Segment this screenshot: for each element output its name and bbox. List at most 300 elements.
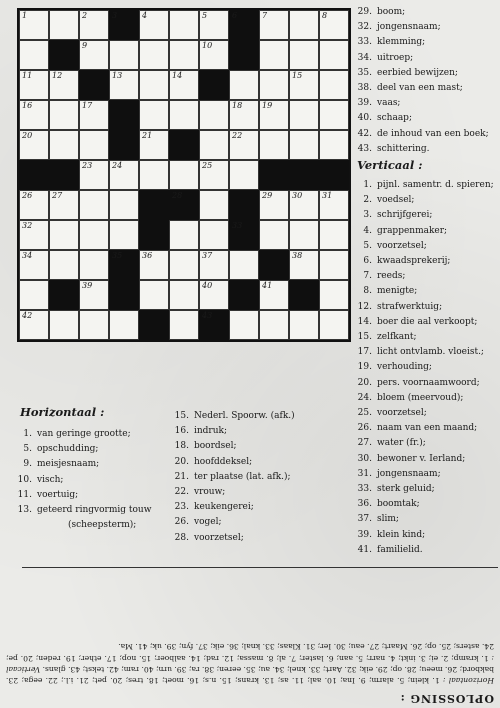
grid-cell[interactable] (169, 40, 199, 70)
clue-text: keukengerei; (194, 502, 254, 513)
grid-cell[interactable] (289, 250, 319, 280)
clue-number: 9. (23, 459, 32, 470)
clue-number: 35. (357, 67, 372, 78)
grid-cell[interactable] (79, 190, 109, 220)
clue-number: 23. (174, 502, 189, 513)
grid-cell[interactable] (319, 310, 349, 340)
clue-row (346, 111, 498, 126)
grid-cell[interactable] (169, 10, 199, 40)
cell-number: 6 (232, 11, 238, 20)
clue-continuation: (scheepsterm); (68, 520, 137, 531)
grid-cell[interactable] (169, 250, 199, 280)
grid-cell[interactable] (49, 310, 79, 340)
grid-block (109, 10, 139, 40)
grid-cell[interactable] (139, 250, 169, 280)
horizontal-clues-b (163, 409, 343, 546)
clue-number: 3. (363, 210, 372, 221)
grid-cell[interactable] (319, 130, 349, 160)
grid-cell[interactable] (139, 280, 169, 310)
clue-text: vrouw; (194, 487, 226, 498)
grid-cell[interactable] (289, 310, 319, 340)
grid-cell[interactable] (289, 10, 319, 40)
grid-block (169, 130, 199, 160)
grid-block (289, 160, 319, 190)
grid-cell[interactable] (109, 160, 139, 190)
clue-text: voorzetsel; (377, 408, 427, 419)
clue-text: familielid. (377, 544, 423, 555)
clue-row (163, 455, 343, 470)
clue-number: 15. (174, 411, 189, 421)
clue-text: klemming; (377, 37, 426, 48)
clue-text: water (fr.); (377, 438, 426, 449)
grid-cell[interactable] (229, 130, 259, 160)
grid-cell[interactable] (19, 70, 49, 100)
grid-cell[interactable] (19, 100, 49, 130)
cell-number: 31 (322, 191, 333, 200)
clue-row (346, 96, 498, 111)
clue-number: 42. (357, 128, 372, 139)
grid-cell[interactable] (19, 190, 49, 220)
grid-cell[interactable] (199, 130, 229, 160)
cell-number: 20 (22, 131, 33, 140)
clue-text: hoofddeksel; (194, 456, 253, 467)
grid-cell[interactable] (319, 40, 349, 70)
cell-number: 24 (112, 161, 123, 170)
grid-cell[interactable] (259, 100, 289, 130)
clue-number: 19. (357, 362, 372, 373)
cell-number: 1 (22, 11, 28, 20)
clue-row (6, 488, 184, 503)
cell-number: 2 (82, 11, 88, 20)
grid-cell[interactable] (79, 160, 109, 190)
clue-text: vaas; (377, 98, 401, 109)
cell-number: 15 (292, 71, 303, 80)
clue-row (346, 208, 498, 223)
cell-number: 25 (202, 161, 213, 170)
grid-cell[interactable] (79, 40, 109, 70)
clue-text: meisjesnaam; (37, 459, 100, 470)
grid-cell[interactable] (259, 220, 289, 250)
grid-cell[interactable] (49, 190, 79, 220)
grid-block (139, 310, 169, 340)
clue-row (346, 5, 498, 20)
grid-cell[interactable] (259, 280, 289, 310)
grid-cell[interactable] (319, 10, 349, 40)
clue-text: voorzetsel; (194, 532, 244, 543)
grid-cell[interactable] (319, 100, 349, 130)
clue-text: geteerd ringvormig touw (37, 505, 152, 516)
clue-row (163, 470, 343, 485)
grid-block (229, 220, 259, 250)
clue-row (346, 497, 498, 512)
clue-text: indruk; (194, 426, 228, 437)
clue-text: klein kind; (377, 529, 426, 540)
cell-number: 8 (322, 11, 328, 20)
grid-cell[interactable] (79, 220, 109, 250)
grid-block (289, 280, 319, 310)
grid-block (109, 130, 139, 160)
grid-block (139, 220, 169, 250)
grid-cell[interactable] (109, 310, 139, 340)
clue-row (346, 330, 498, 345)
clue-row (346, 254, 498, 269)
cell-number: 43 (202, 311, 213, 320)
grid-cell[interactable] (259, 40, 289, 70)
clue-row (346, 376, 498, 391)
clue-row (346, 35, 498, 50)
clue-number: 8. (363, 286, 372, 297)
clue-row (346, 81, 498, 96)
clue-number: 10. (17, 474, 32, 485)
grid-cell[interactable] (319, 280, 349, 310)
cell-number: 36 (142, 251, 153, 260)
clue-text: Nederl. Spoorw. (afk.) (194, 411, 295, 421)
cell-number: 21 (142, 131, 153, 140)
clue-text: strafwerktuig; (377, 301, 443, 312)
clue-text: bewoner v. Ierland; (377, 453, 466, 464)
clue-row (346, 20, 498, 35)
grid-cell[interactable] (259, 10, 289, 40)
grid-cell[interactable] (169, 100, 199, 130)
clue-number: 37. (357, 514, 372, 525)
clue-number: 39. (357, 98, 372, 109)
clue-number: 26. (357, 423, 372, 434)
grid-block (199, 70, 229, 100)
grid-cell[interactable] (199, 40, 229, 70)
cell-number: 18 (232, 101, 243, 110)
grid-cell[interactable] (319, 190, 349, 220)
grid-cell[interactable] (19, 220, 49, 250)
clue-row (346, 345, 498, 360)
clue-number: 25. (357, 408, 372, 419)
clue-text: pers. voornaamwoord; (377, 377, 480, 388)
clue-text: voertuig; (37, 489, 79, 500)
clue-number: 14. (357, 316, 372, 327)
cell-number: 5 (202, 11, 208, 20)
grid-block (109, 280, 139, 310)
clue-text: opschudding; (37, 444, 99, 455)
cell-number: 23 (82, 161, 93, 170)
grid-cell[interactable] (19, 40, 49, 70)
clue-row (346, 66, 498, 81)
cell-number: 14 (172, 71, 183, 80)
clue-number: 7. (363, 271, 372, 282)
clue-row (163, 439, 343, 454)
horizontal-clues-continued (346, 5, 498, 157)
clue-row (346, 452, 498, 467)
clue-row (346, 482, 498, 497)
clue-number: 36. (357, 499, 372, 510)
clue-number: 39. (357, 529, 372, 540)
clue-row (163, 500, 343, 515)
clue-text: kwaadsprekerij; (377, 256, 451, 267)
clue-row (346, 391, 498, 406)
grid-cell[interactable] (289, 220, 319, 250)
cell-number: 33 (232, 221, 243, 230)
clue-row (346, 193, 498, 208)
grid-cell[interactable] (79, 10, 109, 40)
grid-cell[interactable] (79, 130, 109, 160)
clue-text: reeds; (377, 271, 406, 282)
grid-block (169, 190, 199, 220)
clue-number: 2. (363, 195, 372, 206)
grid-cell[interactable] (19, 250, 49, 280)
clue-text: de inhoud van een boek; (377, 128, 489, 139)
clue-number: 21. (174, 471, 189, 482)
clue-text: licht ontvlamb. vloeist.; (377, 347, 484, 358)
clue-number: 5. (23, 444, 32, 455)
cell-number: 13 (112, 71, 123, 80)
grid-cell[interactable] (169, 70, 199, 100)
clue-number: 40. (357, 113, 372, 124)
clue-text: slim; (377, 514, 399, 525)
cell-number: 22 (232, 131, 243, 140)
cell-number: 19 (262, 101, 273, 110)
clue-number: 20. (357, 377, 372, 388)
vertical-heading: Verticaal : (357, 158, 423, 172)
clue-number: 16. (174, 426, 189, 437)
grid-cell[interactable] (319, 250, 349, 280)
horizontal-clues-a (6, 427, 184, 533)
cell-number: 41 (262, 281, 273, 290)
clue-number: 43. (357, 143, 372, 154)
clue-text: ter plaatse (lat. afk.); (194, 471, 291, 482)
solution-vertical-label: Verticaal : (6, 653, 494, 674)
grid-block (109, 250, 139, 280)
clue-row (346, 224, 498, 239)
clue-row (346, 142, 498, 157)
grid-block (49, 280, 79, 310)
cell-number: 37 (202, 251, 213, 260)
clue-row (6, 503, 184, 518)
clue-text: jongensnaam; (377, 22, 441, 33)
cell-number: 16 (22, 101, 33, 110)
clue-number: 4. (363, 225, 372, 236)
cell-number: 17 (82, 101, 93, 110)
grid-cell[interactable] (259, 190, 289, 220)
clue-number: 38. (357, 83, 372, 94)
grid-cell[interactable] (289, 190, 319, 220)
solution-horizontal-label: Horizontaal : (442, 676, 494, 685)
cell-number: 39 (82, 281, 93, 290)
clue-number: 18. (174, 441, 189, 452)
cell-number: 10 (202, 41, 213, 50)
cell-number: 38 (292, 251, 303, 260)
clue-row (346, 543, 498, 558)
clue-number: 33. (357, 37, 372, 48)
grid-cell[interactable] (49, 130, 79, 160)
grid-cell[interactable] (79, 100, 109, 130)
grid-block (139, 190, 169, 220)
clue-row (346, 467, 498, 482)
clue-number: 5. (363, 240, 372, 251)
grid-cell[interactable] (79, 250, 109, 280)
vertical-clues (346, 178, 498, 558)
grid-cell[interactable] (49, 250, 79, 280)
clue-number: 28. (174, 532, 189, 543)
clue-text: boomtak; (377, 499, 420, 510)
grid-cell[interactable] (229, 160, 259, 190)
grid-cell[interactable] (19, 130, 49, 160)
grid-cell[interactable] (199, 280, 229, 310)
grid-cell[interactable] (289, 40, 319, 70)
clue-number: 11. (17, 489, 32, 500)
grid-cell[interactable] (289, 130, 319, 160)
clue-text: boordsel; (194, 441, 237, 452)
divider (22, 567, 498, 568)
cell-number: 3 (112, 11, 118, 20)
clue-number: 31. (357, 468, 372, 479)
cell-number: 7 (262, 11, 268, 20)
clue-text: vogel; (194, 517, 222, 528)
grid-cell[interactable] (79, 280, 109, 310)
grid-cell[interactable] (139, 100, 169, 130)
clue-row (163, 515, 343, 530)
clue-number: 32. (357, 22, 372, 33)
clue-text: grappenmaker; (377, 225, 448, 236)
solution-horizontal-text: 1. klein; 5. alarm; 9. Ina; 10. aal; 11. as; 13. krans; 15. n.s; 16. moet; 18. tres; 20. pet; 21. i.l.; 22. eega; 23. bakbord; 26. meeu; 28. op; 29. eik; 32. Aart; 33. knel; 34. au; 35. eeren; 38. ra; 39. urn; 40. ram; 42. tekst; 43. glans. (6, 664, 494, 685)
grid-cell[interactable] (109, 190, 139, 220)
clue-number: 34. (357, 52, 372, 63)
grid-cell[interactable] (139, 70, 169, 100)
cell-number: 34 (22, 251, 33, 260)
cell-number: 40 (202, 281, 213, 290)
clue-row (346, 51, 498, 66)
grid-block (229, 190, 259, 220)
clue-row (163, 409, 343, 424)
clue-text: eerbied bewijzen; (377, 67, 458, 78)
grid-block (79, 70, 109, 100)
cell-number: 35 (112, 251, 123, 260)
clue-number: 26. (174, 517, 189, 528)
grid-cell[interactable] (259, 70, 289, 100)
grid-cell[interactable] (19, 10, 49, 40)
clue-row (6, 427, 184, 442)
solution-block (0, 578, 500, 708)
grid-cell[interactable] (199, 160, 229, 190)
clue-text: visch; (37, 474, 64, 485)
grid-cell[interactable] (199, 100, 229, 130)
cell-number: 9 (82, 41, 88, 50)
clue-row (163, 424, 343, 439)
clue-number: 13. (17, 505, 32, 516)
clue-row (346, 528, 498, 543)
grid-cell[interactable] (169, 160, 199, 190)
clue-row (346, 178, 498, 193)
clue-number: 1. (23, 429, 32, 439)
grid-cell[interactable] (199, 190, 229, 220)
clue-text: jongensnaam; (377, 468, 441, 479)
grid-cell[interactable] (169, 220, 199, 250)
grid-cell[interactable] (49, 10, 79, 40)
clue-text: sterk geluid; (377, 484, 435, 495)
clue-text: schaap; (377, 113, 412, 124)
clue-text: uitroep; (377, 52, 414, 63)
cell-number: 32 (22, 221, 33, 230)
solution-text (6, 641, 494, 686)
clue-number: 30. (357, 453, 372, 464)
cell-number: 30 (292, 191, 303, 200)
clue-text: van geringe grootte; (37, 429, 131, 439)
clue-text: bloem (meervoud); (377, 392, 464, 403)
clue-row (346, 360, 498, 375)
clue-row (163, 485, 343, 500)
clue-number: 15. (357, 332, 372, 343)
grid-cell[interactable] (169, 310, 199, 340)
solution-vertical-text: 1. kramp; 2. ei; 3. inkt; 4. narr; 5. aan; 6. laster; 7. al; 8. massa; 12. rad; 14. aalboer; 15. nop; 17. ether; 19. reden; 20. pe; 24. asters; 25. op; 26. Maart; 27. eau; 30. Ier; 31. Klaas; 33. knal; 36. eik; 37. fyn; 39. uk; 41. Ma. (5, 642, 494, 663)
grid-cell[interactable] (109, 70, 139, 100)
clue-row (346, 284, 498, 299)
cell-number: 29 (262, 191, 273, 200)
clue-number: 22. (174, 487, 189, 498)
grid-cell[interactable] (49, 70, 79, 100)
cell-number: 28 (172, 191, 183, 200)
clue-row (346, 512, 498, 527)
clue-number: 41. (357, 544, 372, 555)
clue-text: boer die aal verkoopt; (377, 316, 478, 327)
grid-cell[interactable] (229, 100, 259, 130)
grid-cell[interactable] (229, 310, 259, 340)
clue-row (346, 436, 498, 451)
grid-cell[interactable] (259, 130, 289, 160)
grid-cell[interactable] (199, 220, 229, 250)
grid-cell[interactable] (199, 10, 229, 40)
grid-cell[interactable] (19, 280, 49, 310)
grid-cell[interactable] (109, 40, 139, 70)
clue-text: deel van een mast; (377, 83, 463, 94)
clue-row (346, 300, 498, 315)
grid-cell[interactable] (109, 220, 139, 250)
grid-cell[interactable] (139, 10, 169, 40)
grid-cell[interactable] (139, 40, 169, 70)
clue-text: voedsel; (377, 195, 415, 206)
solution-title: OPLOSSING : (399, 692, 494, 705)
grid-block (229, 40, 259, 70)
grid-block (259, 250, 289, 280)
grid-cell[interactable] (169, 280, 199, 310)
clue-text: schrijfgerei; (377, 210, 433, 221)
clue-number: 17. (357, 347, 372, 358)
grid-cell[interactable] (19, 310, 49, 340)
grid-cell[interactable] (289, 100, 319, 130)
clue-text: voorzetsel; (377, 240, 427, 251)
grid-cell[interactable] (319, 70, 349, 100)
crossword-grid (17, 8, 351, 342)
grid-block (109, 100, 139, 130)
grid-block (49, 160, 79, 190)
grid-cell[interactable] (139, 130, 169, 160)
clue-text: verhouding; (377, 362, 432, 373)
clue-row (346, 269, 498, 284)
clue-row (6, 442, 184, 457)
grid-cell[interactable] (49, 220, 79, 250)
cell-number: 26 (22, 191, 33, 200)
cell-number: 4 (142, 11, 148, 20)
grid-cell[interactable] (139, 160, 169, 190)
grid-cell[interactable] (229, 70, 259, 100)
grid-block (229, 280, 259, 310)
grid-cell[interactable] (319, 220, 349, 250)
clue-text: pijnl. samentr. d. spieren; (377, 180, 494, 190)
grid-cell[interactable] (199, 250, 229, 280)
clue-text: zelfkant; (377, 332, 417, 343)
grid-cell[interactable] (289, 70, 319, 100)
grid-cell[interactable] (79, 310, 109, 340)
grid-cell[interactable] (229, 250, 259, 280)
clue-row (6, 457, 184, 472)
grid-cell[interactable] (49, 100, 79, 130)
grid-cell[interactable] (259, 310, 289, 340)
